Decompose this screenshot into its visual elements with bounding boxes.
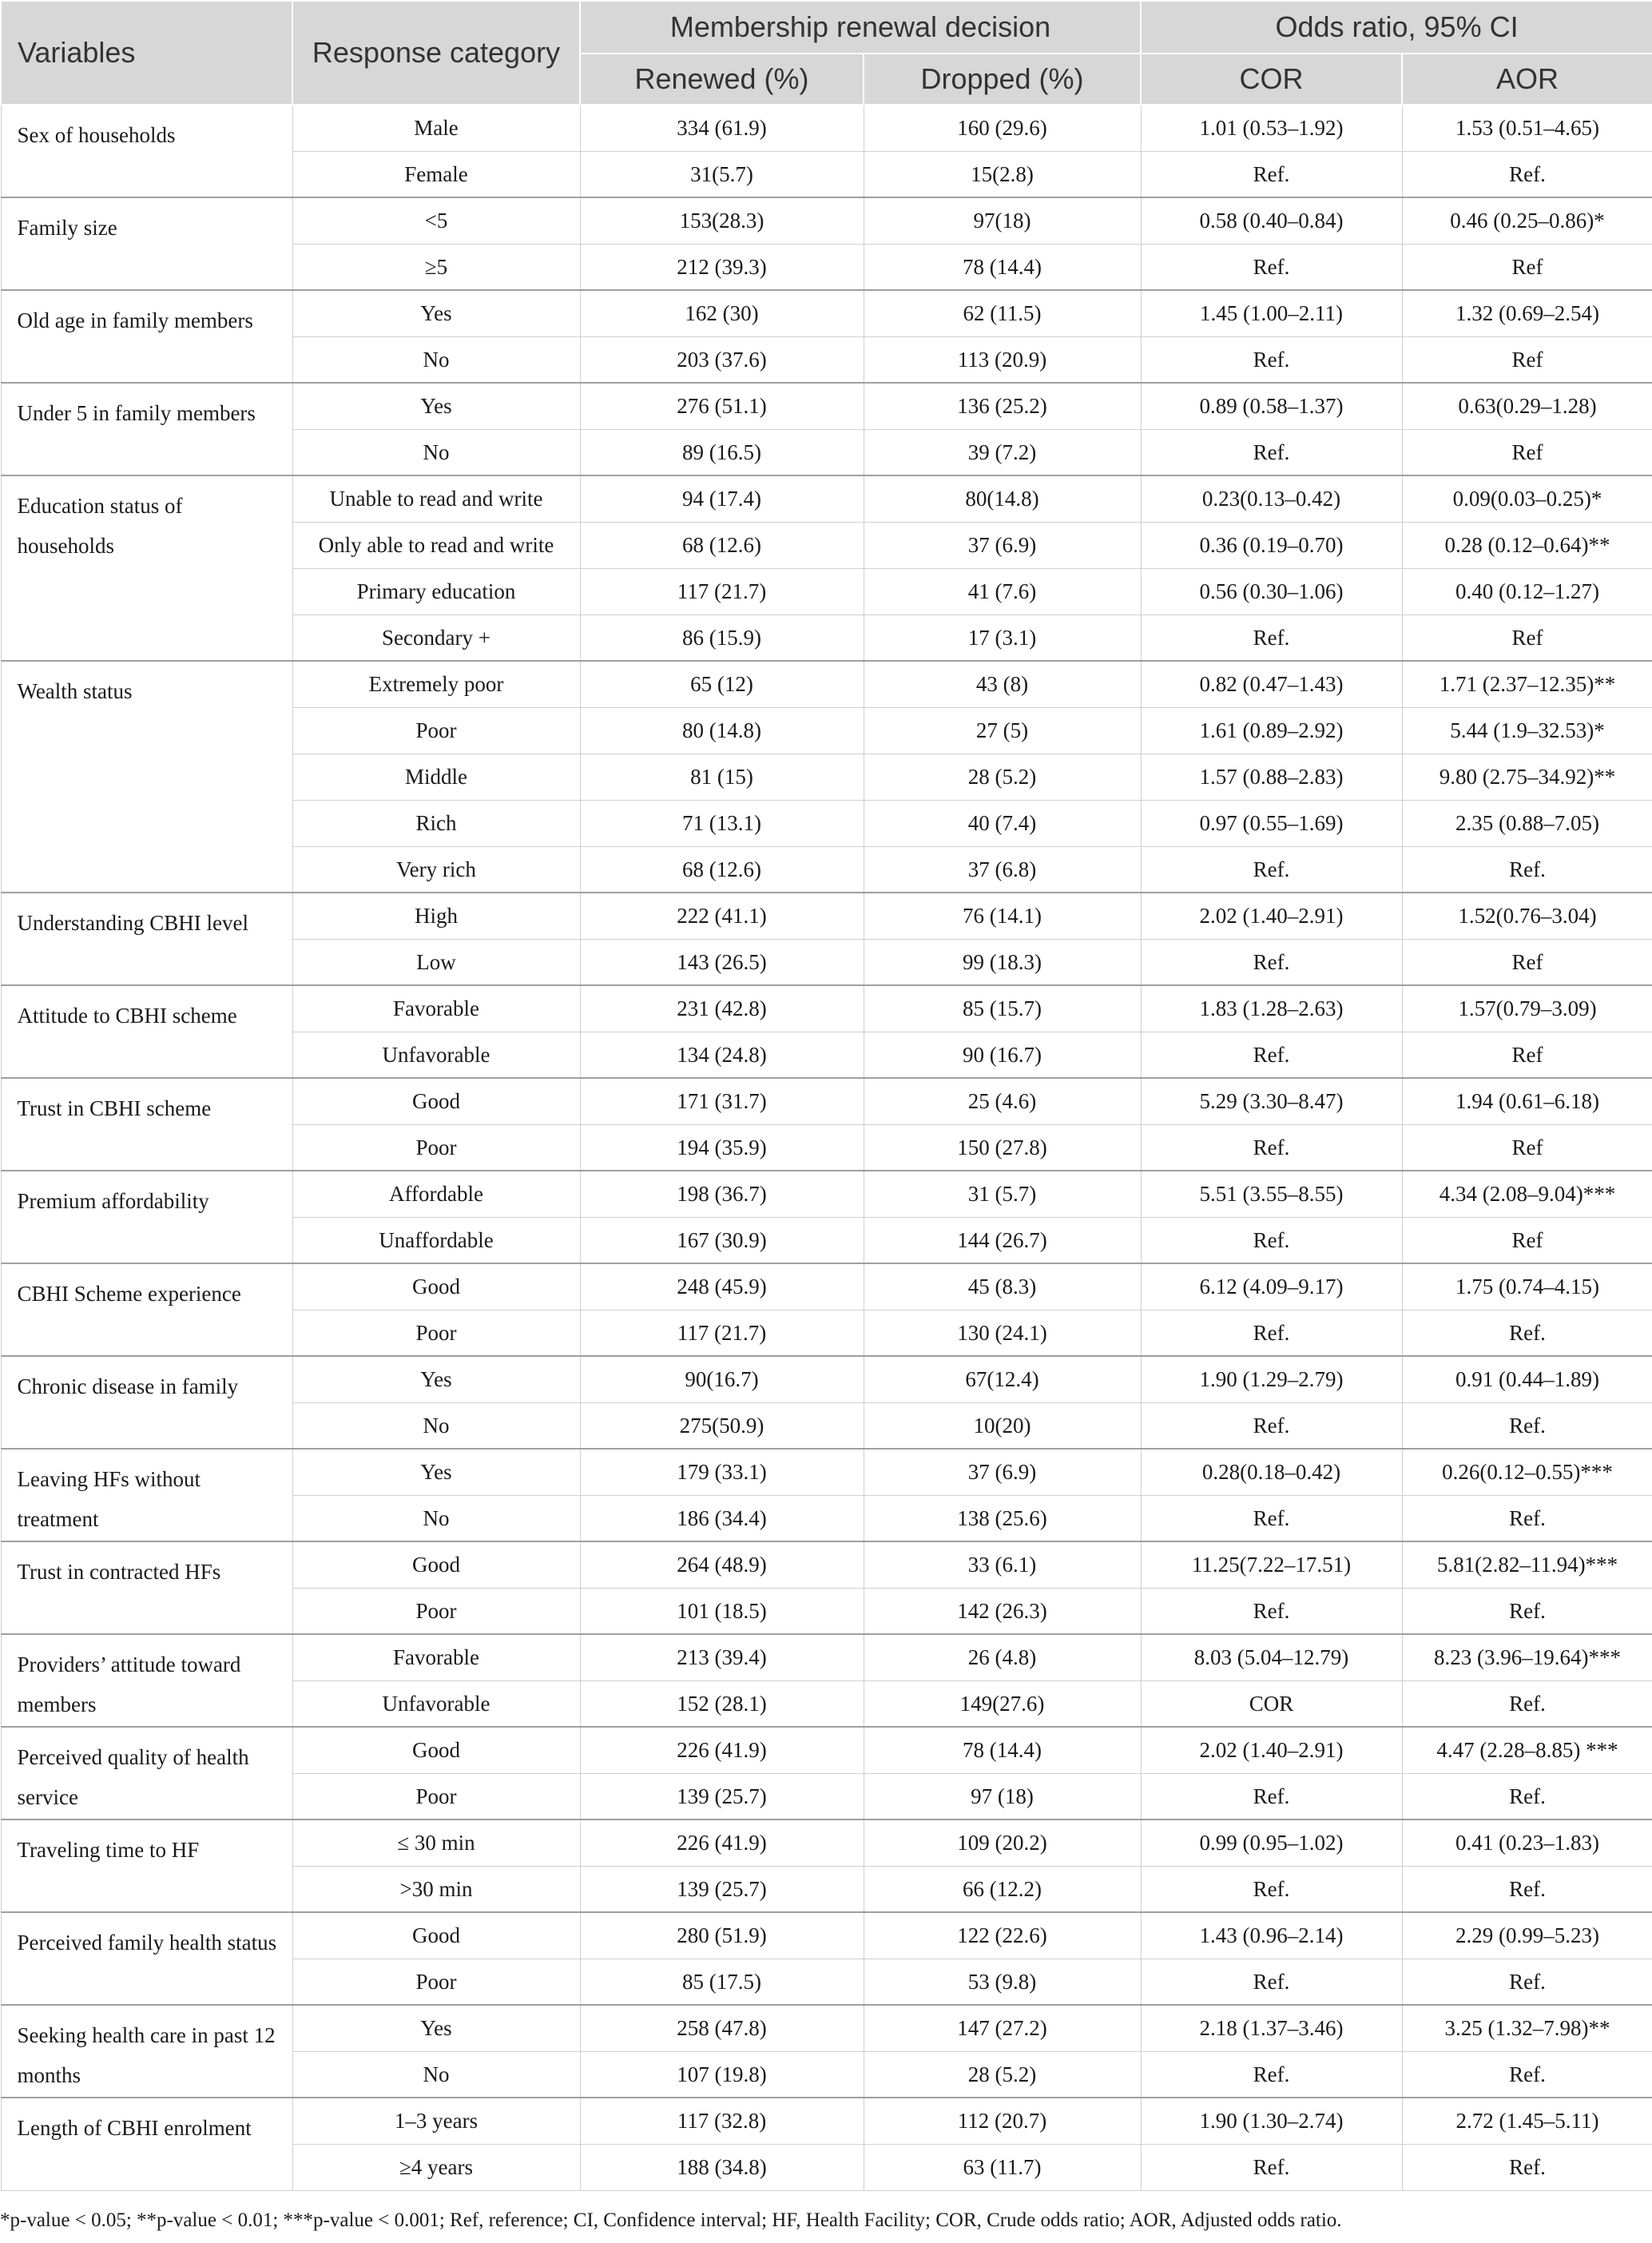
renewed-cell: 198 (36.7) bbox=[580, 1171, 864, 1217]
header-odds-ratio: Odds ratio, 95% CI bbox=[1141, 1, 1652, 54]
dropped-cell: 160 (29.6) bbox=[864, 105, 1141, 151]
dropped-cell: 78 (14.4) bbox=[864, 244, 1141, 290]
category-cell: Male bbox=[292, 105, 580, 151]
category-cell: Yes bbox=[292, 1356, 580, 1402]
variable-cell: Chronic disease in family bbox=[1, 1356, 292, 1449]
cor-cell: Ref. bbox=[1141, 1310, 1402, 1356]
cor-cell: Ref. bbox=[1141, 2144, 1402, 2190]
cor-cell: Ref. bbox=[1141, 429, 1402, 475]
dropped-cell: 76 (14.1) bbox=[864, 893, 1141, 939]
category-cell: Favorable bbox=[292, 1634, 580, 1680]
renewed-cell: 139 (25.7) bbox=[580, 1773, 864, 1819]
aor-cell: Ref bbox=[1402, 939, 1652, 985]
renewed-cell: 90(16.7) bbox=[580, 1356, 864, 1402]
category-cell: Poor bbox=[292, 1959, 580, 2005]
dropped-cell: 10(20) bbox=[864, 1402, 1141, 1449]
dropped-cell: 150 (27.8) bbox=[864, 1124, 1141, 1171]
cor-cell: 1.90 (1.29–2.79) bbox=[1141, 1356, 1402, 1402]
table-row bbox=[1, 1263, 1652, 1310]
dropped-cell: 43 (8) bbox=[864, 661, 1141, 707]
renewed-cell: 107 (19.8) bbox=[580, 2051, 864, 2098]
category-cell: Poor bbox=[292, 1310, 580, 1356]
renewed-cell: 152 (28.1) bbox=[580, 1680, 864, 1727]
cor-cell: 1.90 (1.30–2.74) bbox=[1141, 2098, 1402, 2144]
dropped-cell: 99 (18.3) bbox=[864, 939, 1141, 985]
variable-cell: Trust in contracted HFs bbox=[1, 1541, 292, 1634]
dropped-cell: 97(18) bbox=[864, 197, 1141, 244]
category-cell: Good bbox=[292, 1263, 580, 1310]
cor-cell: 1.61 (0.89–2.92) bbox=[1141, 707, 1402, 754]
aor-cell: Ref. bbox=[1402, 1495, 1652, 1541]
dropped-cell: 109 (20.2) bbox=[864, 1819, 1141, 1866]
table-row bbox=[1, 475, 1652, 522]
cor-cell: Ref. bbox=[1141, 151, 1402, 197]
variable-cell: Education status of households bbox=[1, 475, 292, 661]
variable-cell: Understanding CBHI level bbox=[1, 893, 292, 985]
table-footnote: *p-value < 0.05; **p-value < 0.01; ***p-value < 0.001; Ref, reference; CI, Confidence interval; HF, Health Facility; COR, Crude odds ratio; AOR, Adjusted odds ratio. bbox=[0, 2209, 1342, 2231]
variable-cell: Under 5 in family members bbox=[1, 383, 292, 475]
cor-cell: 6.12 (4.09–9.17) bbox=[1141, 1263, 1402, 1310]
table-row bbox=[1, 1819, 1652, 1866]
dropped-cell: 130 (24.1) bbox=[864, 1310, 1141, 1356]
renewed-cell: 280 (51.9) bbox=[580, 1912, 864, 1959]
header-renewed: Renewed (%) bbox=[580, 54, 864, 105]
renewed-cell: 68 (12.6) bbox=[580, 522, 864, 568]
category-cell: Poor bbox=[292, 1588, 580, 1634]
variable-cell: Attitude to CBHI scheme bbox=[1, 985, 292, 1078]
aor-cell: Ref. bbox=[1402, 1402, 1652, 1449]
category-cell: Extremely poor bbox=[292, 661, 580, 707]
category-cell: Low bbox=[292, 939, 580, 985]
header-membership-renewal: Membership renewal decision bbox=[580, 1, 1141, 54]
renewed-cell: 117 (32.8) bbox=[580, 2098, 864, 2144]
variable-cell: Seeking health care in past 12 months bbox=[1, 2005, 292, 2098]
cor-cell: 0.23(0.13–0.42) bbox=[1141, 475, 1402, 522]
category-cell: No bbox=[292, 1402, 580, 1449]
dropped-cell: 62 (11.5) bbox=[864, 290, 1141, 336]
dropped-cell: 15(2.8) bbox=[864, 151, 1141, 197]
renewed-cell: 139 (25.7) bbox=[580, 1866, 864, 1912]
aor-cell: 5.81(2.82–11.94)*** bbox=[1402, 1541, 1652, 1588]
variable-cell: Perceived quality of health service bbox=[1, 1727, 292, 1819]
aor-cell: Ref bbox=[1402, 244, 1652, 290]
cor-cell: Ref. bbox=[1141, 1773, 1402, 1819]
variable-cell: Wealth status bbox=[1, 661, 292, 893]
aor-cell: 5.44 (1.9–32.53)* bbox=[1402, 707, 1652, 754]
renewed-cell: 188 (34.8) bbox=[580, 2144, 864, 2190]
renewed-cell: 226 (41.9) bbox=[580, 1727, 864, 1773]
category-cell: Unfavorable bbox=[292, 1680, 580, 1727]
aor-cell: 4.47 (2.28–8.85) *** bbox=[1402, 1727, 1652, 1773]
cor-cell: COR bbox=[1141, 1680, 1402, 1727]
dropped-cell: 112 (20.7) bbox=[864, 2098, 1141, 2144]
category-cell: Yes bbox=[292, 2005, 580, 2051]
renewed-cell: 226 (41.9) bbox=[580, 1819, 864, 1866]
dropped-cell: 31 (5.7) bbox=[864, 1171, 1141, 1217]
category-cell: Secondary + bbox=[292, 614, 580, 661]
category-cell: Poor bbox=[292, 707, 580, 754]
cor-cell: 0.56 (0.30–1.06) bbox=[1141, 568, 1402, 614]
renewed-cell: 275(50.9) bbox=[580, 1402, 864, 1449]
category-cell: 1–3 years bbox=[292, 2098, 580, 2144]
dropped-cell: 122 (22.6) bbox=[864, 1912, 1141, 1959]
aor-cell: 0.63(0.29–1.28) bbox=[1402, 383, 1652, 429]
aor-cell: Ref. bbox=[1402, 1680, 1652, 1727]
dropped-cell: 45 (8.3) bbox=[864, 1263, 1141, 1310]
aor-cell: Ref. bbox=[1402, 846, 1652, 893]
aor-cell: Ref. bbox=[1402, 1310, 1652, 1356]
variable-cell: Providers’ attitude toward members bbox=[1, 1634, 292, 1727]
dropped-cell: 78 (14.4) bbox=[864, 1727, 1141, 1773]
aor-cell: 3.25 (1.32–7.98)** bbox=[1402, 2005, 1652, 2051]
dropped-cell: 37 (6.9) bbox=[864, 522, 1141, 568]
renewed-cell: 334 (61.9) bbox=[580, 105, 864, 151]
renewed-cell: 213 (39.4) bbox=[580, 1634, 864, 1680]
dropped-cell: 85 (15.7) bbox=[864, 985, 1141, 1032]
category-cell: ≤ 30 min bbox=[292, 1819, 580, 1866]
category-cell: Affordable bbox=[292, 1171, 580, 1217]
dropped-cell: 39 (7.2) bbox=[864, 429, 1141, 475]
dropped-cell: 147 (27.2) bbox=[864, 2005, 1141, 2051]
cor-cell: 0.28(0.18–0.42) bbox=[1141, 1449, 1402, 1495]
aor-cell: 4.34 (2.08–9.04)*** bbox=[1402, 1171, 1652, 1217]
aor-cell: Ref. bbox=[1402, 2051, 1652, 2098]
cor-cell: 2.18 (1.37–3.46) bbox=[1141, 2005, 1402, 2051]
cor-cell: 8.03 (5.04–12.79) bbox=[1141, 1634, 1402, 1680]
aor-cell: 2.35 (0.88–7.05) bbox=[1402, 800, 1652, 846]
cor-cell: Ref. bbox=[1141, 1217, 1402, 1263]
table-row bbox=[1, 383, 1652, 429]
category-cell: Yes bbox=[292, 290, 580, 336]
table-row bbox=[1, 290, 1652, 336]
category-cell: Poor bbox=[292, 1773, 580, 1819]
aor-cell: Ref. bbox=[1402, 1959, 1652, 2005]
aor-cell: 1.52(0.76–3.04) bbox=[1402, 893, 1652, 939]
table-row bbox=[1, 1727, 1652, 1773]
cor-cell: Ref. bbox=[1141, 1495, 1402, 1541]
variable-cell: Premium affordability bbox=[1, 1171, 292, 1263]
table-row bbox=[1, 1541, 1652, 1588]
renewed-cell: 153(28.3) bbox=[580, 197, 864, 244]
table-row bbox=[1, 1078, 1652, 1124]
aor-cell: 9.80 (2.75–34.92)** bbox=[1402, 754, 1652, 800]
table-row bbox=[1, 2005, 1652, 2051]
renewed-cell: 117 (21.7) bbox=[580, 1310, 864, 1356]
category-cell: Good bbox=[292, 1727, 580, 1773]
cor-cell: 5.51 (3.55–8.55) bbox=[1141, 1171, 1402, 1217]
dropped-cell: 41 (7.6) bbox=[864, 568, 1141, 614]
aor-cell: 0.46 (0.25–0.86)* bbox=[1402, 197, 1652, 244]
category-cell: Middle bbox=[292, 754, 580, 800]
dropped-cell: 67(12.4) bbox=[864, 1356, 1141, 1402]
header-aor: AOR bbox=[1402, 54, 1652, 105]
renewed-cell: 231 (42.8) bbox=[580, 985, 864, 1032]
category-cell: No bbox=[292, 429, 580, 475]
cor-cell: 1.43 (0.96–2.14) bbox=[1141, 1912, 1402, 1959]
renewed-cell: 65 (12) bbox=[580, 661, 864, 707]
dropped-cell: 66 (12.2) bbox=[864, 1866, 1141, 1912]
cor-cell: Ref. bbox=[1141, 1588, 1402, 1634]
cor-cell: 1.01 (0.53–1.92) bbox=[1141, 105, 1402, 151]
cor-cell: 2.02 (1.40–2.91) bbox=[1141, 1727, 1402, 1773]
dropped-cell: 37 (6.8) bbox=[864, 846, 1141, 893]
table-row bbox=[1, 105, 1652, 151]
cor-cell: Ref. bbox=[1141, 939, 1402, 985]
cor-cell: Ref. bbox=[1141, 1959, 1402, 2005]
aor-cell: Ref. bbox=[1402, 2144, 1652, 2190]
aor-cell: 0.28 (0.12–0.64)** bbox=[1402, 522, 1652, 568]
renewed-cell: 258 (47.8) bbox=[580, 2005, 864, 2051]
dropped-cell: 26 (4.8) bbox=[864, 1634, 1141, 1680]
category-cell: Female bbox=[292, 151, 580, 197]
dropped-cell: 53 (9.8) bbox=[864, 1959, 1141, 2005]
table-row bbox=[1, 2098, 1652, 2144]
renewed-cell: 89 (16.5) bbox=[580, 429, 864, 475]
category-cell: ˃30 min bbox=[292, 1866, 580, 1912]
dropped-cell: 142 (26.3) bbox=[864, 1588, 1141, 1634]
renewed-cell: 167 (30.9) bbox=[580, 1217, 864, 1263]
aor-cell: 0.91 (0.44–1.89) bbox=[1402, 1356, 1652, 1402]
table-row bbox=[1, 1449, 1652, 1495]
category-cell: Good bbox=[292, 1912, 580, 1959]
dropped-cell: 37 (6.9) bbox=[864, 1449, 1141, 1495]
renewed-cell: 212 (39.3) bbox=[580, 244, 864, 290]
variable-cell: Length of CBHI enrolment bbox=[1, 2098, 292, 2190]
aor-cell: Ref bbox=[1402, 429, 1652, 475]
aor-cell: 0.26(0.12–0.55)*** bbox=[1402, 1449, 1652, 1495]
renewed-cell: 85 (17.5) bbox=[580, 1959, 864, 2005]
variable-cell: Leaving HFs without treatment bbox=[1, 1449, 292, 1541]
category-cell: Favorable bbox=[292, 985, 580, 1032]
aor-cell: Ref bbox=[1402, 1032, 1652, 1078]
table-header bbox=[1, 1, 1652, 105]
dropped-cell: 27 (5) bbox=[864, 707, 1141, 754]
aor-cell: 0.40 (0.12–1.27) bbox=[1402, 568, 1652, 614]
aor-cell: 1.94 (0.61–6.18) bbox=[1402, 1078, 1652, 1124]
aor-cell: 2.29 (0.99–5.23) bbox=[1402, 1912, 1652, 1959]
table-row bbox=[1, 1912, 1652, 1959]
variable-cell: Trust in CBHI scheme bbox=[1, 1078, 292, 1171]
dropped-cell: 25 (4.6) bbox=[864, 1078, 1141, 1124]
header-variables: Variables bbox=[1, 1, 292, 105]
cor-cell: Ref. bbox=[1141, 1866, 1402, 1912]
aor-cell: Ref. bbox=[1402, 1866, 1652, 1912]
aor-cell: 8.23 (3.96–19.64)*** bbox=[1402, 1634, 1652, 1680]
renewed-cell: 81 (15) bbox=[580, 754, 864, 800]
renewed-cell: 117 (21.7) bbox=[580, 568, 864, 614]
cor-cell: 0.58 (0.40–0.84) bbox=[1141, 197, 1402, 244]
category-cell: <5 bbox=[292, 197, 580, 244]
aor-cell: Ref. bbox=[1402, 1773, 1652, 1819]
dropped-cell: 144 (26.7) bbox=[864, 1217, 1141, 1263]
dropped-cell: 17 (3.1) bbox=[864, 614, 1141, 661]
variable-cell: Old age in family members bbox=[1, 290, 292, 383]
category-cell: Only able to read and write bbox=[292, 522, 580, 568]
cor-cell: 1.45 (1.00–2.11) bbox=[1141, 290, 1402, 336]
dropped-cell: 40 (7.4) bbox=[864, 800, 1141, 846]
cor-cell: Ref. bbox=[1141, 1402, 1402, 1449]
renewed-cell: 86 (15.9) bbox=[580, 614, 864, 661]
category-cell: ≥5 bbox=[292, 244, 580, 290]
category-cell: ≥4 years bbox=[292, 2144, 580, 2190]
renewed-cell: 179 (33.1) bbox=[580, 1449, 864, 1495]
cor-cell: Ref. bbox=[1141, 846, 1402, 893]
dropped-cell: 28 (5.2) bbox=[864, 754, 1141, 800]
category-cell: Primary education bbox=[292, 568, 580, 614]
table-row bbox=[1, 661, 1652, 707]
renewed-cell: 80 (14.8) bbox=[580, 707, 864, 754]
cor-cell: 2.02 (1.40–2.91) bbox=[1141, 893, 1402, 939]
category-cell: Unaffordable bbox=[292, 1217, 580, 1263]
header-cor: COR bbox=[1141, 54, 1402, 105]
cor-cell: Ref. bbox=[1141, 614, 1402, 661]
table-row bbox=[1, 1356, 1652, 1402]
cor-cell: 11.25(7.22–17.51) bbox=[1141, 1541, 1402, 1588]
renewed-cell: 194 (35.9) bbox=[580, 1124, 864, 1171]
variable-cell: CBHI Scheme experience bbox=[1, 1263, 292, 1356]
cor-cell: Ref. bbox=[1141, 1032, 1402, 1078]
renewed-cell: 68 (12.6) bbox=[580, 846, 864, 893]
aor-cell: 1.53 (0.51–4.65) bbox=[1402, 105, 1652, 151]
renewed-cell: 171 (31.7) bbox=[580, 1078, 864, 1124]
aor-cell: Ref bbox=[1402, 614, 1652, 661]
table-row bbox=[1, 985, 1652, 1032]
aor-cell: 1.71 (2.37–12.35)** bbox=[1402, 661, 1652, 707]
dropped-cell: 138 (25.6) bbox=[864, 1495, 1141, 1541]
header-response-category: Response category bbox=[292, 1, 580, 105]
renewed-cell: 71 (13.1) bbox=[580, 800, 864, 846]
cor-cell: 0.97 (0.55–1.69) bbox=[1141, 800, 1402, 846]
category-cell: No bbox=[292, 336, 580, 383]
category-cell: Poor bbox=[292, 1124, 580, 1171]
cor-cell: 5.29 (3.30–8.47) bbox=[1141, 1078, 1402, 1124]
category-cell: Unable to read and write bbox=[292, 475, 580, 522]
dropped-cell: 97 (18) bbox=[864, 1773, 1141, 1819]
header-dropped: Dropped (%) bbox=[864, 54, 1141, 105]
table-row bbox=[1, 1171, 1652, 1217]
renewed-cell: 264 (48.9) bbox=[580, 1541, 864, 1588]
category-cell: No bbox=[292, 2051, 580, 2098]
cor-cell: 1.83 (1.28–2.63) bbox=[1141, 985, 1402, 1032]
aor-cell: 2.72 (1.45–5.11) bbox=[1402, 2098, 1652, 2144]
cor-cell: 0.89 (0.58–1.37) bbox=[1141, 383, 1402, 429]
table-row bbox=[1, 197, 1652, 244]
aor-cell: 1.32 (0.69–2.54) bbox=[1402, 290, 1652, 336]
variable-cell: Sex of households bbox=[1, 105, 292, 197]
dropped-cell: 28 (5.2) bbox=[864, 2051, 1141, 2098]
variable-cell: Perceived family health status bbox=[1, 1912, 292, 2005]
table-body bbox=[1, 105, 1652, 2190]
renewed-cell: 143 (26.5) bbox=[580, 939, 864, 985]
cor-cell: 1.57 (0.88–2.83) bbox=[1141, 754, 1402, 800]
aor-cell: 1.75 (0.74–4.15) bbox=[1402, 1263, 1652, 1310]
variable-cell: Family size bbox=[1, 197, 292, 290]
aor-cell: Ref bbox=[1402, 336, 1652, 383]
category-cell: No bbox=[292, 1495, 580, 1541]
aor-cell: Ref. bbox=[1402, 1588, 1652, 1634]
category-cell: Rich bbox=[292, 800, 580, 846]
variable-cell: Traveling time to HF bbox=[1, 1819, 292, 1912]
renewed-cell: 276 (51.1) bbox=[580, 383, 864, 429]
category-cell: High bbox=[292, 893, 580, 939]
aor-cell: Ref. bbox=[1402, 151, 1652, 197]
dropped-cell: 149(27.6) bbox=[864, 1680, 1141, 1727]
cor-cell: 0.99 (0.95–1.02) bbox=[1141, 1819, 1402, 1866]
cor-cell: 0.36 (0.19–0.70) bbox=[1141, 522, 1402, 568]
renewed-cell: 94 (17.4) bbox=[580, 475, 864, 522]
cor-cell: Ref. bbox=[1141, 336, 1402, 383]
table-row bbox=[1, 893, 1652, 939]
renewed-cell: 248 (45.9) bbox=[580, 1263, 864, 1310]
renewed-cell: 203 (37.6) bbox=[580, 336, 864, 383]
renewed-cell: 186 (34.4) bbox=[580, 1495, 864, 1541]
aor-cell: Ref bbox=[1402, 1124, 1652, 1171]
renewed-cell: 31(5.7) bbox=[580, 151, 864, 197]
aor-cell: 0.41 (0.23–1.83) bbox=[1402, 1819, 1652, 1866]
cor-cell: Ref. bbox=[1141, 2051, 1402, 2098]
category-cell: Very rich bbox=[292, 846, 580, 893]
cor-cell: Ref. bbox=[1141, 1124, 1402, 1171]
cor-cell: 0.82 (0.47–1.43) bbox=[1141, 661, 1402, 707]
category-cell: Yes bbox=[292, 1449, 580, 1495]
aor-cell: 1.57(0.79–3.09) bbox=[1402, 985, 1652, 1032]
category-cell: Yes bbox=[292, 383, 580, 429]
dropped-cell: 113 (20.9) bbox=[864, 336, 1141, 383]
renewed-cell: 134 (24.8) bbox=[580, 1032, 864, 1078]
category-cell: Unfavorable bbox=[292, 1032, 580, 1078]
dropped-cell: 33 (6.1) bbox=[864, 1541, 1141, 1588]
table-row bbox=[1, 1634, 1652, 1680]
renewed-cell: 162 (30) bbox=[580, 290, 864, 336]
dropped-cell: 63 (11.7) bbox=[864, 2144, 1141, 2190]
renewed-cell: 101 (18.5) bbox=[580, 1588, 864, 1634]
renewed-cell: 222 (41.1) bbox=[580, 893, 864, 939]
dropped-cell: 90 (16.7) bbox=[864, 1032, 1141, 1078]
aor-cell: 0.09(0.03–0.25)* bbox=[1402, 475, 1652, 522]
aor-cell: Ref bbox=[1402, 1217, 1652, 1263]
category-cell: Good bbox=[292, 1541, 580, 1588]
dropped-cell: 136 (25.2) bbox=[864, 383, 1141, 429]
cor-cell: Ref. bbox=[1141, 244, 1402, 290]
category-cell: Good bbox=[292, 1078, 580, 1124]
dropped-cell: 80(14.8) bbox=[864, 475, 1141, 522]
